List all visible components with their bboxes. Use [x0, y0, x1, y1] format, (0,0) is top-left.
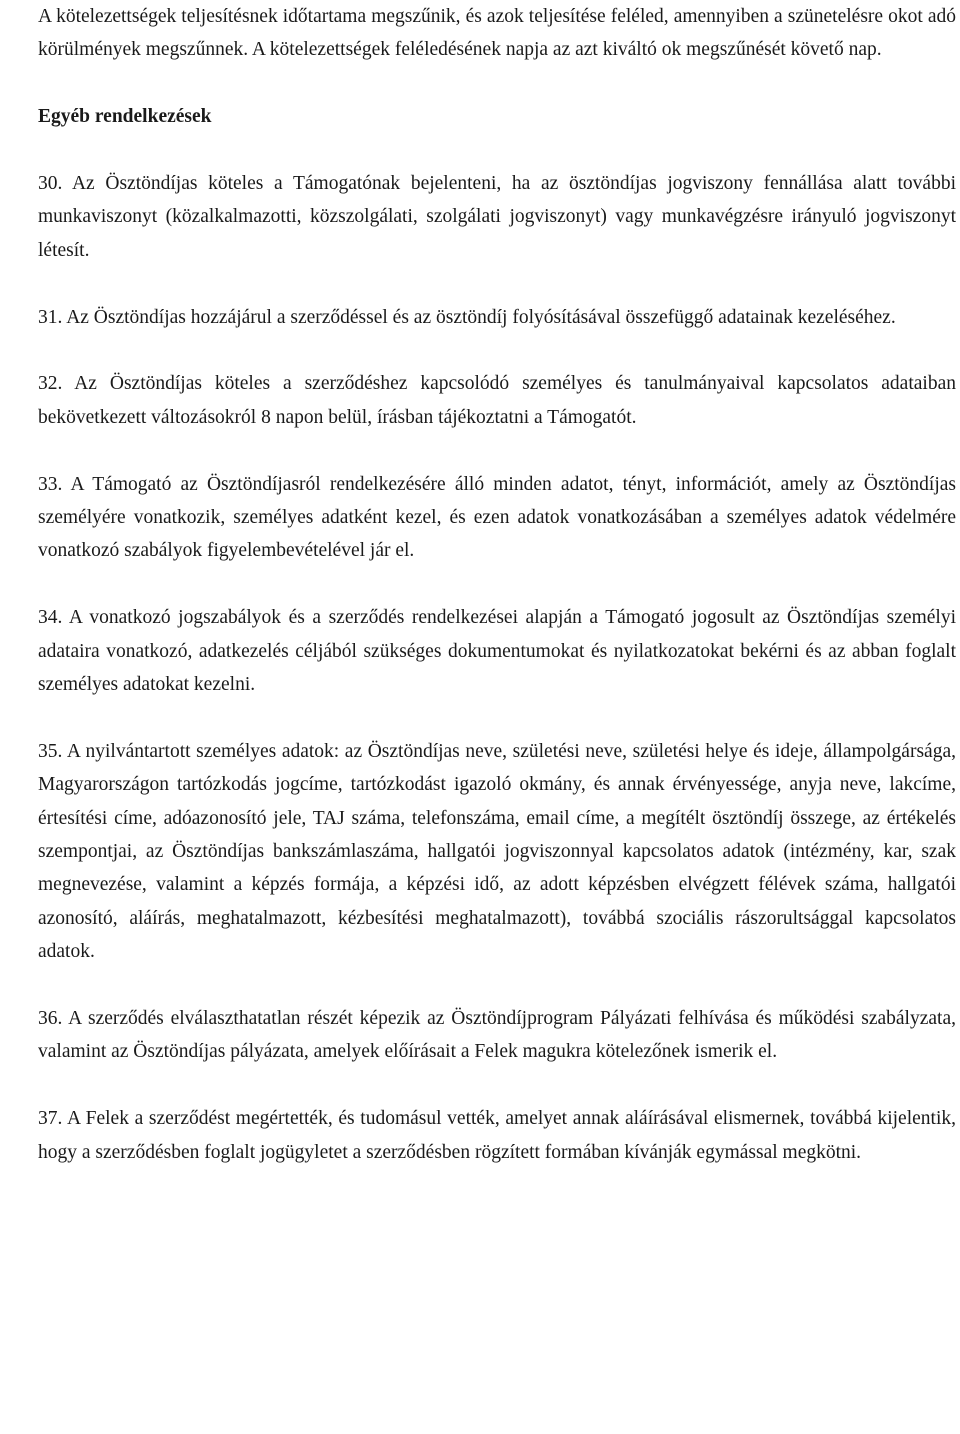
clause-text: A nyilvántartott személyes adatok: az Ösztöndíjas neve, születési neve, születési helye és ideje, állampolgársága, Magyarországon tartózkodás jogcíme, tartózkodást igazoló okmány, és annak érvényessége, anyja neve, lakcíme, értesítési címe, adóazonosító jele, TAJ száma, telefonszáma, email címe, a megítélt ösztöndíj összege, az értékelés szempontjai, az Ösztöndíjas bankszámlaszáma, hallgatói jogviszonnyal kapcsolatos adatok (intézmény, kar, szak megnevezése, valamint a képzés formája, a képzési idő, az adott képzésben elvégzett félévek száma, hallgatói azonosító, aláírás, meghatalmazott, kézbesítési meghatalmazott), továbbá szociális rászorultsággal kapcsolatos adatok.	[38, 740, 956, 963]
clause-35	[38, 735, 956, 969]
clause-text: A Támogató az Ösztöndíjasról rendelkezésére álló minden adatot, tényt, információt, amely az Ösztöndíjas személyére vonatkozik, személyes adatként kezel, és ezen adatok vonatkozásában a személyes adatok védelmére vonatkozó szabályok figyelembevételével jár el.	[38, 473, 956, 562]
clause-number: 36.	[38, 1008, 63, 1030]
section-heading: Egyéb rendelkezések	[38, 106, 212, 128]
clause-number: 34.	[38, 607, 63, 629]
clause-text: A Felek a szerződést megértették, és tudomásul vették, amelyet annak aláírásával elismernek, továbbá kijelentik, hogy a szerződésben foglalt jogügyletet a szerződésben rögzített formában kívánják egymással megkötni.	[38, 1108, 956, 1163]
clause-33	[38, 468, 956, 568]
clause-number: 35.	[38, 740, 63, 762]
clause-34	[38, 601, 956, 701]
intro-paragraph: A kötelezettségek teljesítésnek időtartama megszűnik, és azok teljesítése feléled, amennyiben a szünetelésre okot adó körülmények megszűnnek. A kötelezettségek feléledésének napja az azt kiváltó ok megszűnését követő nap.	[38, 6, 956, 61]
clause-text: A vonatkozó jogszabályok és a szerződés rendelkezései alapján a Támogató jogosult az Ösztöndíjas személyi adataira vonatkozó, adatkezelés céljából szükséges dokumentumokat és nyilatkozatokat bekérni és az abban foglalt személyes adatokat kezelni.	[38, 607, 956, 696]
clause-text: A szerződés elválaszthatatlan részét képezik az Ösztöndíjprogram Pályázati felhívása és működési szabályzata, valamint az Ösztöndíjas pályázata, amelyek előírásait a Felek magukra kötelezőnek ismerik el.	[38, 1008, 956, 1063]
clause-text: Az Ösztöndíjas hozzájárul a szerződéssel és az ösztöndíj folyósításával összefüggő adatainak kezeléséhez.	[66, 306, 896, 328]
clause-31	[38, 301, 956, 334]
document-page	[38, 0, 956, 1169]
clause-30	[38, 167, 956, 267]
clause-32	[38, 367, 956, 434]
clause-text: Az Ösztöndíjas köteles a Támogatónak bejelenteni, ha az ösztöndíjas jogviszony fennállása alatt további munkaviszonyt (közalkalmazotti, közszolgálati, szolgálati jogviszonyt) vagy munkavégzésre irányuló jogviszonyt létesít.	[38, 173, 956, 261]
clause-number: 33.	[38, 473, 63, 495]
clause-36	[38, 1002, 956, 1069]
clause-number: 37.	[38, 1108, 63, 1130]
clause-number: 30.	[38, 173, 63, 194]
clause-37	[38, 1102, 956, 1169]
clause-text: Az Ösztöndíjas köteles a szerződéshez kapcsolódó személyes és tanulmányaival kapcsolatos adataiban bekövetkezett változásokról 8 napon belül, írásban tájékoztatni a Támogatót.	[38, 373, 956, 428]
clause-number: 31.	[38, 306, 63, 328]
clause-number: 32.	[38, 373, 63, 395]
